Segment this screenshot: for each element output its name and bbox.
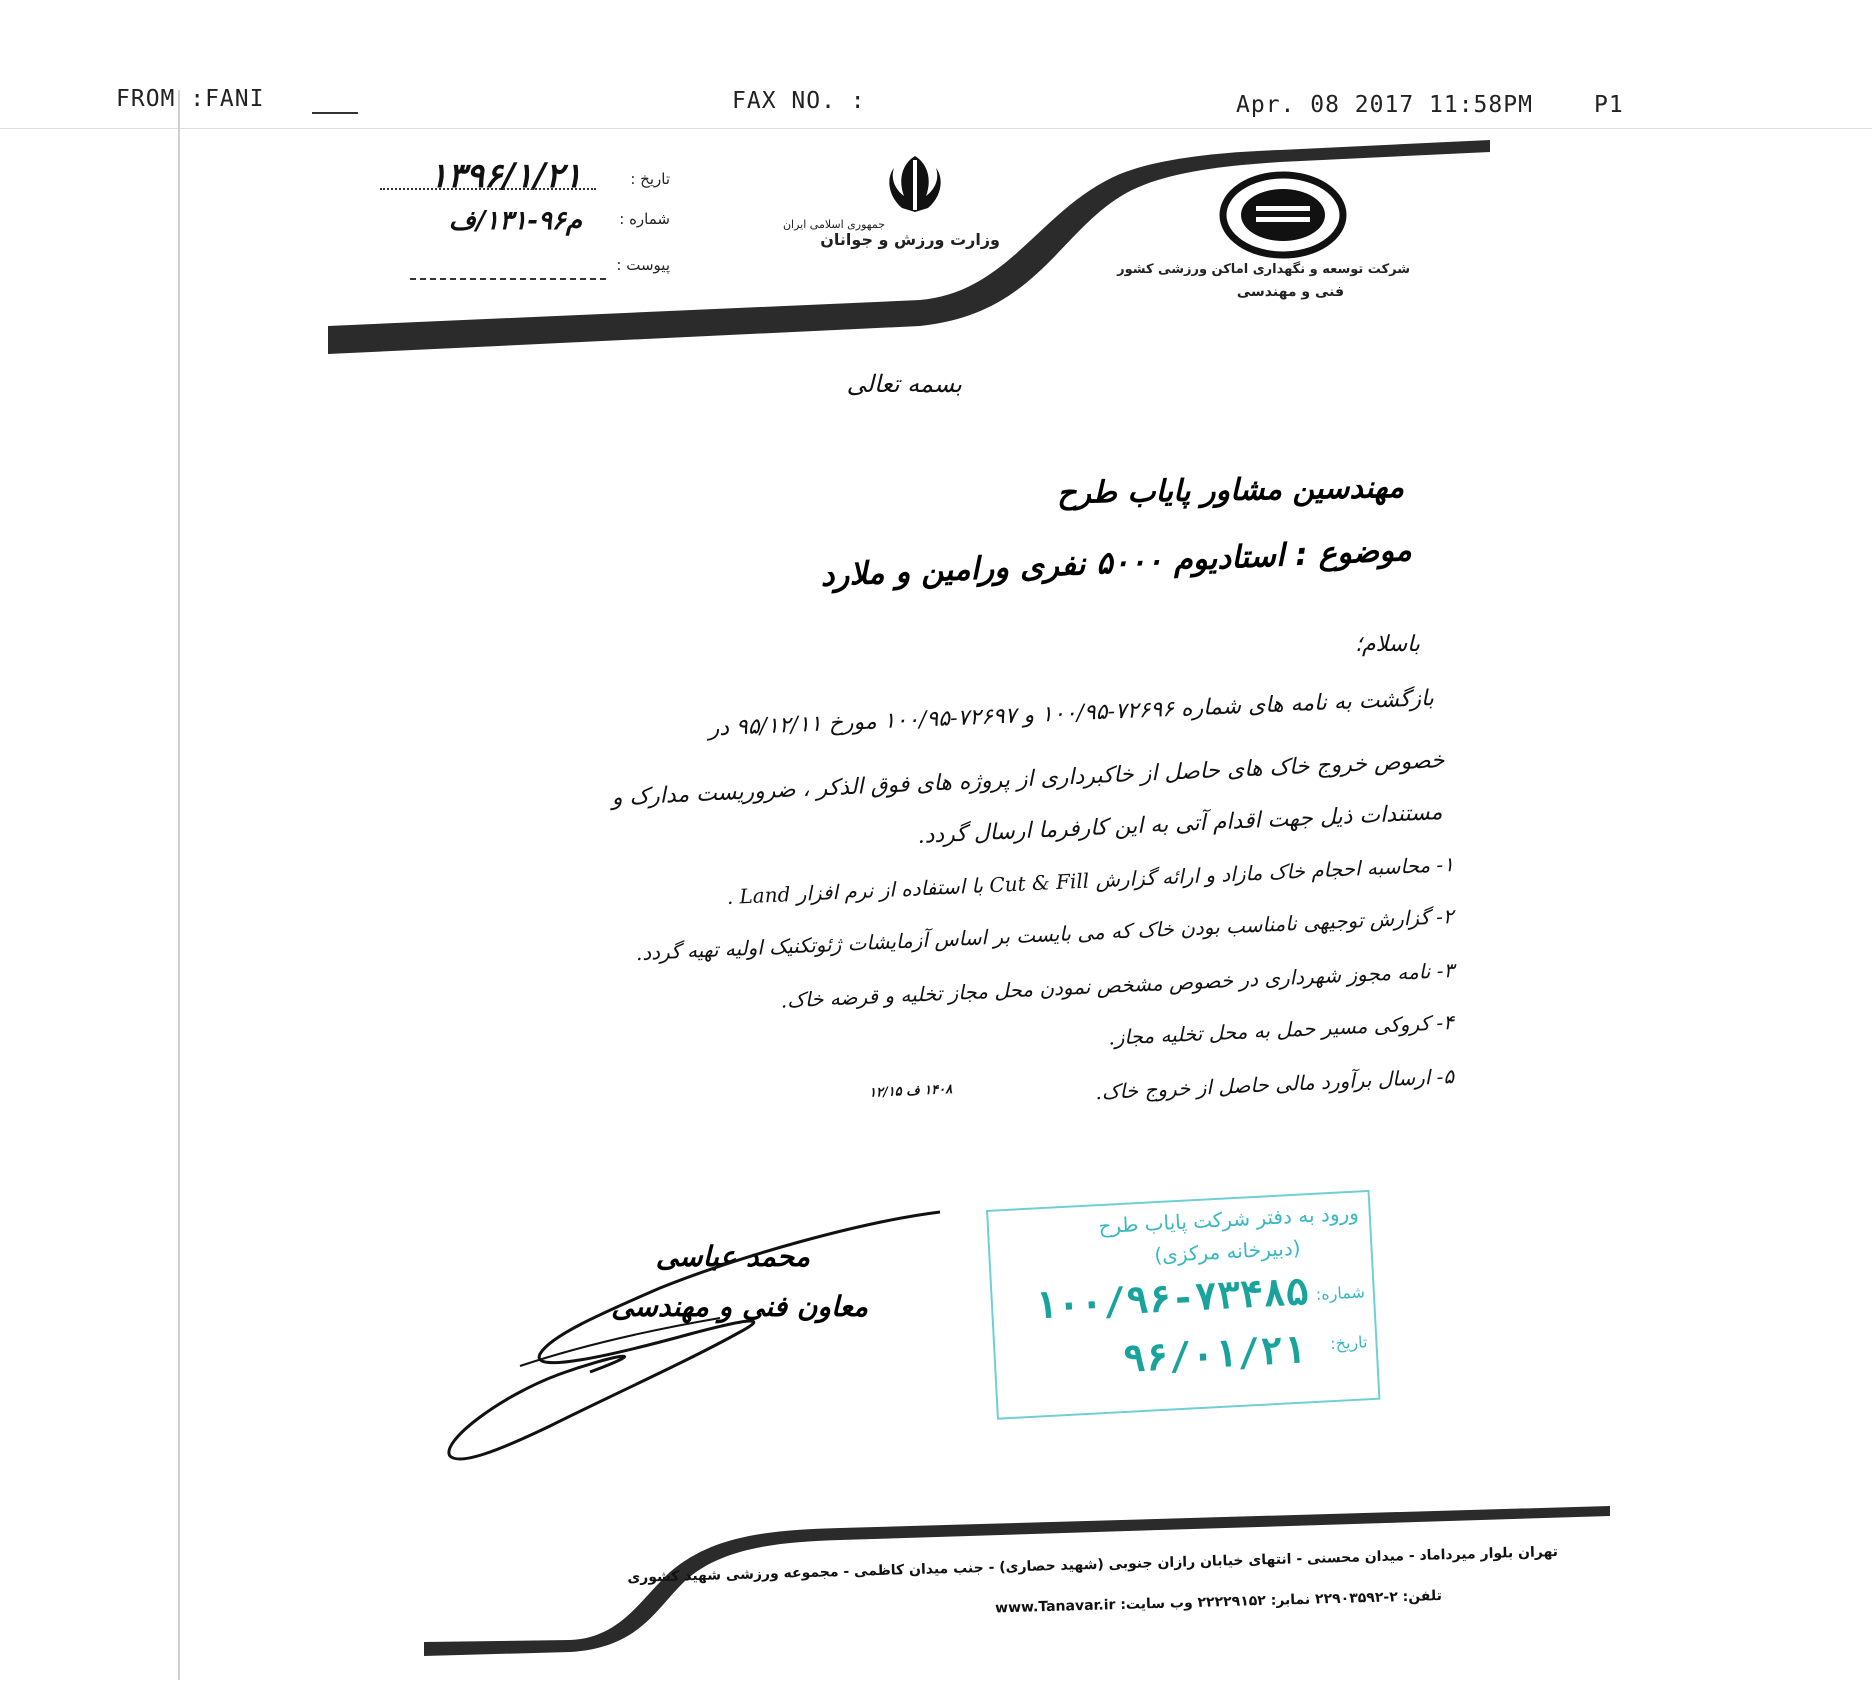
ministry-emblem: [880, 150, 950, 216]
item-4: ۴- کروکی مسیر حمل به محل تخلیه مجاز.: [1108, 1010, 1455, 1050]
fax-underline: [312, 112, 358, 114]
ministry-name: وزارت ورزش و جوانان: [820, 230, 1000, 249]
stamp-number-value: ۱۰۰/۹۶-۷۳۴۸۵: [1033, 1269, 1310, 1328]
footer-contact: تلفن: ۲-۲۲۹۰۳۵۹۲ نمابر: ۲۲۲۲۹۱۵۲ وب سایت: www.Tanavar.ir: [995, 1588, 1443, 1617]
fax-datetime: Apr. 08 2017 11:58PM: [1236, 92, 1533, 118]
stamp-date-label: تاریخ:: [1329, 1332, 1368, 1354]
fax-from: FROM :FANI: [116, 86, 265, 112]
attachment-dots: [410, 278, 606, 280]
ministry-country: جمهوری اسلامی ایران: [782, 218, 885, 231]
item-5: ۵- ارسال برآورد مالی حاصل از خروج خاک.: [1094, 1064, 1455, 1105]
signature-scribble: [440, 1196, 960, 1476]
company-department: فنی و مهندسی: [1236, 284, 1344, 300]
footer-band: [420, 1500, 1620, 1660]
stamp-date-value: ۹۶/۰۱/۲۱: [1121, 1327, 1307, 1382]
subject: موضوع : استادیوم ۵۰۰۰ نفری ورامین و ملارد: [820, 532, 1413, 594]
paragraph-line-2: خصوص خروج خاک های حاصل از خاکبرداری از پروژه های فوق الذکر ، ضروریست مدارک و: [610, 748, 1445, 811]
margin-note: ۱۴۰۸ ف ۱۲/۱۵: [868, 1082, 953, 1101]
greeting: باسلام؛: [1354, 632, 1420, 657]
company-name: شرکت توسعه و نگهداری اماکن ورزشی کشور: [1117, 262, 1410, 277]
scan-line-left: [178, 90, 180, 1680]
stamp-number-label: شماره:: [1315, 1282, 1366, 1304]
recipient: مهندسین مشاور پایاب طرح: [1056, 470, 1405, 512]
signatory-title: معاون فنی و مهندسی: [611, 1290, 868, 1323]
date-label: تاریخ :: [630, 170, 670, 188]
bismillah: بسمه تعالی: [846, 370, 962, 398]
fax-page: P1: [1594, 92, 1624, 118]
item-1: ۱- محاسبه احجام خاک مازاد و ارائه گزارش Cut & Fill با استفاده از نرم افزار Land .: [726, 852, 1455, 910]
date-dots: [380, 188, 596, 190]
paragraph-line-3: مستندات ذیل جهت اقدام آتی به این کارفرما ارسال گردد.: [916, 800, 1443, 849]
fax-number-label: FAX NO. :: [732, 88, 866, 114]
receipt-stamp: [986, 1190, 1380, 1420]
signatory-name: محمد عباسی: [655, 1240, 810, 1273]
attachment-label: پیوست :: [616, 256, 670, 274]
item-3: ۳- نامه مجوز شهرداری در خصوص مشخص نمودن محل مجاز تخلیه و قرضه خاک.: [780, 958, 1455, 1013]
number-value: م۹۶-۱۳۱/ف: [448, 206, 582, 236]
date-value: ۱۳۹۶/۱/۲۱: [429, 156, 582, 196]
item-2: ۲- گزارش توجیهی نامناسب بودن خاک که می بایست بر اساس آزمایشات ژئوتکنیک اولیه تهیه گردد.: [635, 904, 1455, 966]
stamp-line-2: (دبیرخانه مرکزی): [1153, 1235, 1302, 1268]
paragraph-line-1: بازگشت به نامه های شماره ۷۲۶۹۶-۱۰۰/۹۵ و ۷۲۶۹۷-۱۰۰/۹۵ مورخ ۹۵/۱۲/۱۱ در: [708, 686, 1435, 742]
footer-address: تهران بلوار میرداماد - میدان محسنی - انتهای خیابان رازان جنوبی (شهید حصاری) - جنب میدان کاظمی - مجموعه ورزشی شهید کشوری: [627, 1544, 1559, 1586]
company-logo: [1218, 170, 1348, 260]
stamp-line-1: ورود به دفتر شرکت پایاب طرح: [1097, 1200, 1360, 1239]
number-label: شماره :: [619, 210, 670, 228]
